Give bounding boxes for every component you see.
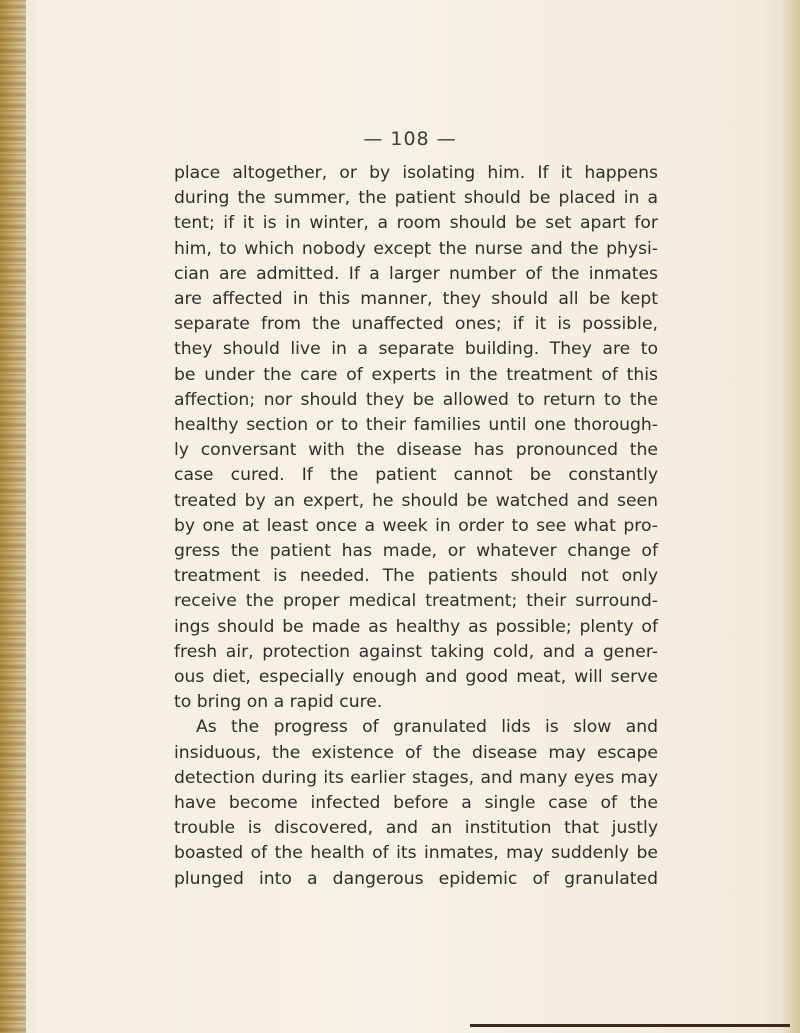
text-line: gress the patient has made, or whatever change of [174, 541, 658, 562]
text-line: healthy section or to their families until one thorough- [174, 415, 658, 436]
text-line: ly conversant with the disease has pronounced the [174, 440, 658, 461]
text-line: him, to which nobody except the nurse and the physi- [174, 238, 658, 259]
body-text [174, 161, 658, 892]
text-line: treated by an expert, he should be watched and seen [174, 490, 658, 511]
text-line: receive the proper medical treatment; their surround- [174, 591, 658, 612]
text-line: place altogether, or by isolating him. If it happens [174, 163, 658, 183]
page-right-edge [778, 0, 800, 1033]
text-line: by one at least once a week in order to see what pro- [174, 515, 658, 536]
text-line: to bring on a rapid cure. [174, 692, 383, 713]
text-line: they should live in a separate building. They are to [174, 339, 658, 360]
text-line: boasted of the health of its inmates, may suddenly be [174, 843, 658, 864]
text-line: treatment is needed. The patients should not only [174, 566, 658, 587]
text-line: insiduous, the existence of the disease may escape [174, 742, 658, 763]
page-binding-edge [0, 0, 26, 1033]
text-line: be under the care of experts in the treatment of this [174, 364, 658, 385]
text-line: ous diet, especially enough and good meat, will serve [174, 667, 658, 688]
text-line: have become infected before a single case of the [174, 793, 658, 814]
text-line: are affected in this manner, they should all be kept [174, 289, 658, 310]
text-line: fresh air, protection against taking cold, and a gener- [174, 641, 658, 662]
text-line: trouble is discovered, and an institution that justly [174, 818, 658, 839]
text-line: cian are admitted. If a larger number of the inmates [174, 263, 658, 284]
text-line: during the summer, the patient should be placed in a [174, 188, 658, 209]
text-line: As the progress of granulated lids is slow and [196, 717, 658, 738]
text-line: affection; nor should they be allowed to return to the [174, 389, 658, 410]
text-line: plunged into a dangerous epidemic of granulated [174, 868, 658, 889]
text-line: tent; if it is in winter, a room should be set apart for [174, 213, 658, 234]
text-line: ings should be made as healthy as possible; plenty of [174, 616, 658, 637]
text-line: detection during its earlier stages, and many eyes may [174, 767, 658, 788]
page-bottom-rule [470, 1024, 790, 1027]
page-number-header: — 108 — [363, 128, 457, 150]
text-line: case cured. If the patient cannot be constantly [174, 465, 658, 486]
text-line: separate from the unaffected ones; if it is possible, [174, 314, 658, 335]
